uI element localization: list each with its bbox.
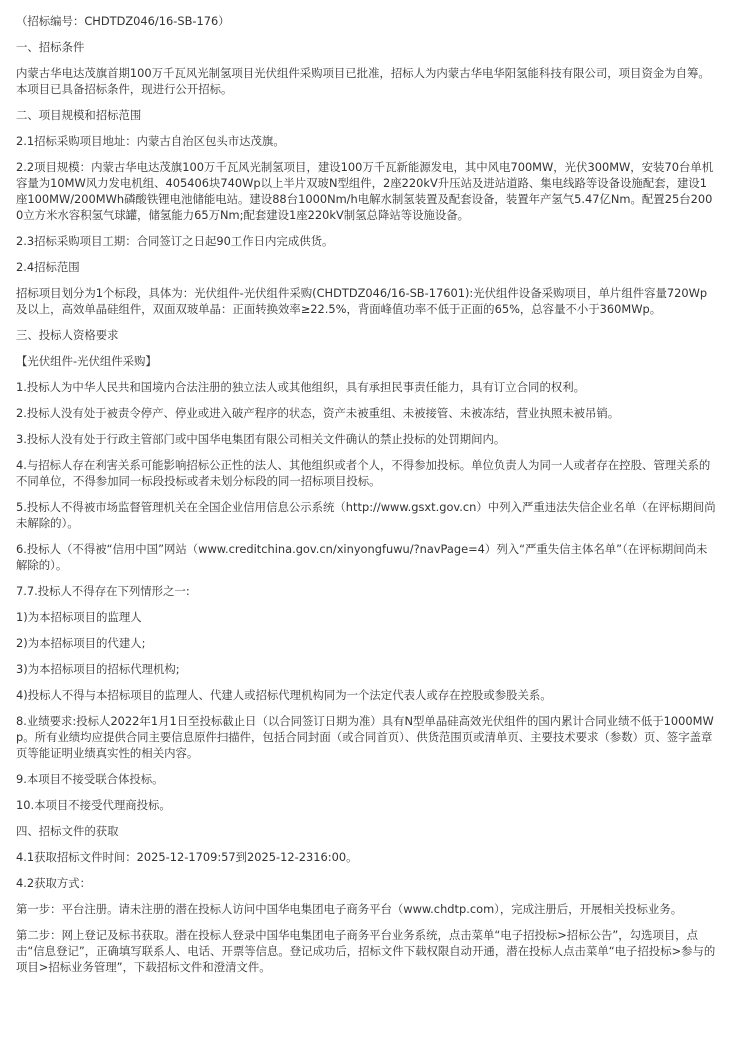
paragraph: 2.4招标范围	[16, 260, 80, 274]
tender-reference-number: （招标编号：CHDTDZ046/16-SB-176）	[16, 14, 230, 28]
paragraph: 3)为本招标项目的招标代理机构;	[16, 662, 180, 676]
paragraph: 7.7.投标人不得存在下列情形之一:	[16, 584, 190, 598]
paragraph: 招标项目划分为1个标段，具体为：光伏组件-光伏组件采购(CHDTDZ046/16-SB-17601):光伏组件设备采购项目，单片组件容量720Wp及以上，高效单晶硅组件，双面双玻单晶：正面转换效率≥22.5%，背面峰值功率不低于正面的65%，总容量不小于360MWp。	[16, 286, 708, 316]
paragraph: 1)为本招标项目的监理人	[16, 610, 142, 624]
paragraph: 10.本项目不接受代理商投标。	[16, 798, 171, 812]
paragraph: 2.3招标采购项目工期：合同签订之日起90工作日内完成供货。	[16, 234, 334, 248]
section-heading: 三、投标人资格要求	[16, 328, 119, 342]
paragraph: 第二步：网上登记及标书获取。潜在投标人登录中国华电集团电子商务平台业务系统，点击菜单“电子招投标>招标公告”，勾选项目，点击“信息登记”，正确填写联系人、电话、开票等信息。登记成功后，招标文件下载权限自动开通，潜在投标人点击菜单“电子招投标>参与的项目>招标业务管理”，下载招标文件和澄清文件。	[16, 928, 716, 974]
paragraph: 第一步：平台注册。请未注册的潜在投标人访问中国华电集团电子商务平台（www.chdtp.com），完成注册后，开展相关投标业务。	[16, 902, 683, 916]
paragraph: 6.投标人（不得被“信用中国”网站（www.creditchina.gov.cn/xinyongfuwu/?navPage=4）列入“严重失信主体名单”（在评标期间尚未解除的）。	[16, 542, 708, 572]
paragraph: 【光伏组件-光伏组件采购】	[16, 354, 157, 368]
document-body	[16, 39, 716, 975]
paragraph: 8.业绩要求:投标人2022年1月1日至投标截止日（以合同签订日期为准）具有N型单晶硅高效光伏组件的国内累计合同业绩不低于1000MWp。所有业绩均应提供合同主要信息原件扫描件，包括合同封面（或合同首页）、供货范围页或清单页、主要技术要求（参数）页、签字盖章页等能证明业绩真实性的相关内容。	[16, 714, 714, 760]
paragraph: 4.2获取方式：	[16, 876, 92, 890]
paragraph: 2.投标人没有处于被责令停产、停业或进入破产程序的状态，资产未被重组、未被接管、未被冻结，营业执照未被吊销。	[16, 406, 620, 420]
paragraph: 内蒙古华电达茂旗首期100万千瓦风光制氢项目光伏组件采购项目已批准，招标人为内蒙古华电华阳氢能科技有限公司，项目资金为自筹。本项目已具备招标条件，现进行公开招标。	[16, 66, 710, 96]
paragraph: 2.1招标采购项目地址：内蒙古自治区包头市达茂旗。	[16, 134, 285, 148]
section-heading: 一、招标条件	[16, 40, 85, 54]
paragraph: 4.1获取招标文件时间：2025-12-1709:57到2025-12-2316:00。	[16, 850, 358, 864]
section-heading: 二、项目规模和招标范围	[16, 108, 142, 122]
paragraph: 5.投标人不得被市场监督管理机关在全国企业信用信息公示系统（http://www.gsxt.gov.cn）中列入严重违法失信企业名单（在评标期间尚未解除的）。	[16, 500, 716, 530]
paragraph: 4)投标人不得与本招标项目的监理人、代建人或招标代理机构同为一个法定代表人或存在控股或参股关系。	[16, 688, 552, 702]
paragraph: 2.2项目规模：内蒙古华电达茂旗100万千瓦风光制氢项目，建设100万千瓦新能源发电，其中风电700MW，光伏300MW，安装70台单机容量为10MW风力发电机组、405406块740Wp以上半片双玻N型组件，2座220kV升压站及进站道路、集电线路等设备设施配套，建设1座100MW/200MWh磷酸铁锂电池储能电站。建设88台1000Nm/h电解水制氢装置及配套设备，装置年产氢气5.47亿Nm。配置25台2000立方米水容积氢气球罐，储氢能力65万Nm;配套建设1座220kV制氢总降站等设施设备。	[16, 160, 714, 222]
paragraph: 9.本项目不接受联合体投标。	[16, 772, 164, 786]
section-heading: 四、招标文件的获取	[16, 824, 119, 838]
paragraph: 3.投标人没有处于行政主管部门或中国华电集团有限公司相关文件确认的禁止投标的处罚期间内。	[16, 432, 506, 446]
paragraph: 1.投标人为中华人民共和国境内合法注册的独立法人或其他组织，具有承担民事责任能力，具有订立合同的权利。	[16, 380, 586, 394]
paragraph: 4.与招标人存在利害关系可能影响招标公正性的法人、其他组织或者个人，不得参加投标。单位负责人为同一人或者存在控股、管理关系的不同单位，不得参加同一标段投标或者未划分标段的同一招标项目投标。	[16, 458, 711, 488]
paragraph: 2)为本招标项目的代建人;	[16, 636, 146, 650]
